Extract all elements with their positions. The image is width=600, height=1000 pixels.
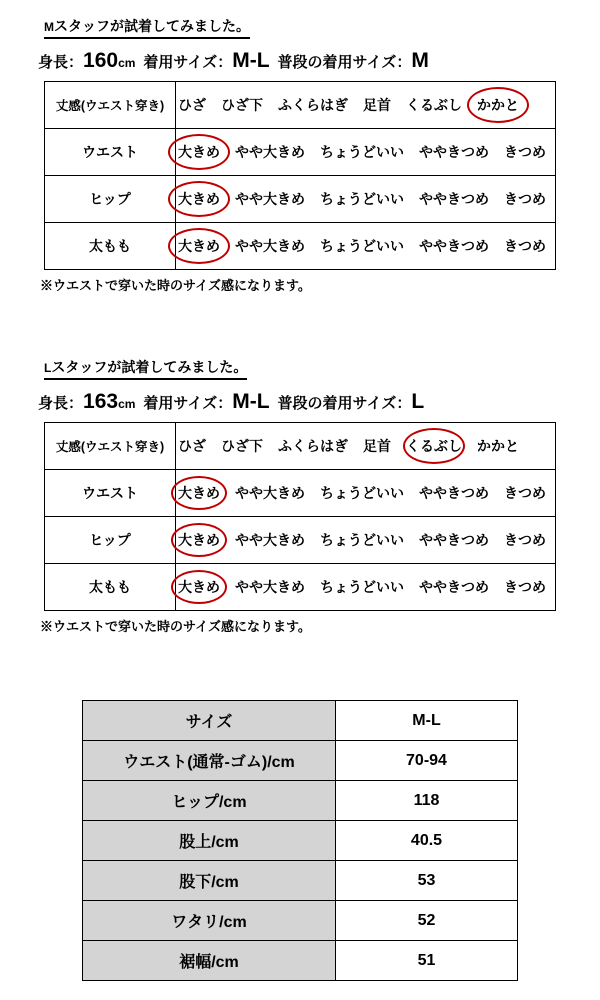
option-loose[interactable]: 大きめ bbox=[176, 234, 222, 258]
table-row bbox=[45, 129, 556, 176]
waist-options bbox=[176, 140, 555, 164]
waist-options-cell bbox=[176, 129, 556, 176]
usual-size-value: M bbox=[411, 49, 429, 72]
staff-heading bbox=[44, 357, 247, 380]
worn-size-label: 着用サイズ： bbox=[143, 54, 233, 71]
usual-size-label: 普段の着用サイズ： bbox=[277, 395, 412, 412]
usual-size-label: 普段の着用サイズ： bbox=[277, 54, 412, 71]
option-loose[interactable]: 大きめ bbox=[176, 187, 222, 211]
option-slightly-loose[interactable]: やや大きめ bbox=[235, 144, 305, 160]
row-label-hem: 裾幅/cm bbox=[83, 941, 336, 981]
option-slightly-tight[interactable]: ややきつめ bbox=[419, 485, 489, 501]
option-slightly-loose[interactable]: やや大きめ bbox=[235, 238, 305, 254]
height-unit: cm bbox=[118, 56, 136, 70]
option-slightly-tight[interactable]: ややきつめ bbox=[419, 144, 489, 160]
height-unit: cm bbox=[118, 397, 136, 411]
staff-heading-text: スタッフが試着してみました。 bbox=[51, 359, 248, 375]
row-label-hip: ヒップ bbox=[45, 176, 176, 223]
thigh-options bbox=[176, 575, 555, 599]
row-label-inseam: 股下/cm bbox=[83, 861, 336, 901]
table-row bbox=[45, 176, 556, 223]
fit-table-m bbox=[44, 81, 556, 270]
table-row bbox=[45, 470, 556, 517]
option-tight[interactable]: きつめ bbox=[504, 144, 546, 160]
hip-options-cell bbox=[176, 517, 556, 564]
option-loose[interactable]: 大きめ bbox=[176, 481, 222, 505]
staff-meta bbox=[38, 390, 600, 414]
thigh-options-cell bbox=[176, 223, 556, 270]
length-options bbox=[176, 93, 555, 117]
option-loose[interactable]: 大きめ bbox=[176, 528, 222, 552]
table-row bbox=[83, 821, 518, 861]
option-calf[interactable]: ふくらはぎ bbox=[278, 438, 348, 454]
fit-note: ※ウエストで穿いた時のサイズ感になります。 bbox=[40, 278, 311, 293]
staff-fit-section-l bbox=[0, 357, 600, 635]
table-row bbox=[45, 223, 556, 270]
header-size-value: M-L bbox=[336, 701, 518, 741]
hip-options-cell bbox=[176, 176, 556, 223]
option-slightly-tight[interactable]: ややきつめ bbox=[419, 238, 489, 254]
table-row bbox=[83, 941, 518, 981]
row-label-hip: ヒップ bbox=[45, 517, 176, 564]
option-below-knee[interactable]: ひざ下 bbox=[221, 438, 263, 454]
table-row bbox=[45, 82, 556, 129]
option-below-knee[interactable]: ひざ下 bbox=[221, 97, 263, 113]
option-loose[interactable]: 大きめ bbox=[176, 140, 222, 164]
staff-heading bbox=[44, 16, 250, 39]
option-just-right[interactable]: ちょうどいい bbox=[320, 191, 404, 207]
table-row bbox=[83, 861, 518, 901]
fit-note: ※ウエストで穿いた時のサイズ感になります。 bbox=[40, 619, 311, 634]
length-options-cell bbox=[176, 423, 556, 470]
table-row bbox=[83, 901, 518, 941]
option-slightly-loose[interactable]: やや大きめ bbox=[235, 191, 305, 207]
staff-meta bbox=[38, 49, 600, 73]
staff-heading-wrap bbox=[0, 357, 600, 386]
option-slightly-tight[interactable]: ややきつめ bbox=[419, 579, 489, 595]
staff-heading-prefix: M bbox=[44, 20, 54, 34]
header-size-label: サイズ bbox=[83, 701, 336, 741]
worn-size-value: M-L bbox=[232, 49, 270, 72]
hip-options bbox=[176, 528, 555, 552]
option-slightly-loose[interactable]: やや大きめ bbox=[235, 532, 305, 548]
length-options-cell bbox=[176, 82, 556, 129]
length-row-label: 丈感(ウエスト穿き) bbox=[45, 82, 176, 129]
option-tight[interactable]: きつめ bbox=[504, 579, 546, 595]
option-ankle[interactable]: 足首 bbox=[363, 438, 391, 454]
option-tight[interactable]: きつめ bbox=[504, 485, 546, 501]
waist-options-cell bbox=[176, 470, 556, 517]
height-label: 身長： bbox=[38, 395, 84, 412]
length-row-label: 丈感(ウエスト穿き) bbox=[45, 423, 176, 470]
row-label-thigh: ワタリ/cm bbox=[83, 901, 336, 941]
table-row bbox=[83, 741, 518, 781]
row-label-hip: ヒップ/cm bbox=[83, 781, 336, 821]
row-value-waist: 70-94 bbox=[336, 741, 518, 781]
option-slightly-tight[interactable]: ややきつめ bbox=[419, 191, 489, 207]
worn-size-label: 着用サイズ： bbox=[143, 395, 233, 412]
option-anklebone[interactable]: くるぶし bbox=[406, 97, 462, 113]
height-label: 身長： bbox=[38, 54, 84, 71]
staff-fit-section-m bbox=[0, 16, 600, 294]
hip-options bbox=[176, 187, 555, 211]
length-options bbox=[176, 434, 555, 458]
waist-options bbox=[176, 481, 555, 505]
option-tight[interactable]: きつめ bbox=[504, 532, 546, 548]
option-heel[interactable]: かかと bbox=[477, 438, 519, 454]
row-value-inseam: 53 bbox=[336, 861, 518, 901]
table-row bbox=[83, 781, 518, 821]
option-tight[interactable]: きつめ bbox=[504, 238, 546, 254]
option-loose[interactable]: 大きめ bbox=[176, 575, 222, 599]
table-row bbox=[45, 423, 556, 470]
table-header-row bbox=[83, 701, 518, 741]
measurement-table bbox=[82, 700, 518, 981]
row-label-waist: ウエスト bbox=[45, 129, 176, 176]
row-value-rise: 40.5 bbox=[336, 821, 518, 861]
height-value: 163 bbox=[83, 390, 119, 413]
option-heel[interactable]: かかと bbox=[475, 93, 521, 117]
worn-size-value: M-L bbox=[232, 390, 270, 413]
option-just-right[interactable]: ちょうどいい bbox=[320, 144, 404, 160]
row-label-waist: ウエスト(通常-ゴム)/cm bbox=[83, 741, 336, 781]
row-value-thigh: 52 bbox=[336, 901, 518, 941]
row-label-thigh: 太もも bbox=[45, 564, 176, 611]
fit-table-l bbox=[44, 422, 556, 611]
table-row bbox=[45, 564, 556, 611]
option-slightly-loose[interactable]: やや大きめ bbox=[235, 579, 305, 595]
option-just-right[interactable]: ちょうどいい bbox=[320, 238, 404, 254]
staff-heading-prefix: L bbox=[44, 361, 52, 375]
row-value-hem: 51 bbox=[336, 941, 518, 981]
row-label-rise: 股上/cm bbox=[83, 821, 336, 861]
staff-heading-wrap bbox=[0, 16, 600, 45]
row-label-thigh: 太もも bbox=[45, 223, 176, 270]
thigh-options bbox=[176, 234, 555, 258]
option-knee[interactable]: ひざ bbox=[178, 438, 206, 454]
option-just-right[interactable]: ちょうどいい bbox=[320, 579, 404, 595]
thigh-options-cell bbox=[176, 564, 556, 611]
row-value-hip: 118 bbox=[336, 781, 518, 821]
option-anklebone[interactable]: くるぶし bbox=[404, 434, 464, 458]
usual-size-value: L bbox=[411, 390, 425, 413]
height-value: 160 bbox=[83, 49, 119, 72]
option-knee[interactable]: ひざ bbox=[178, 97, 206, 113]
option-calf[interactable]: ふくらはぎ bbox=[278, 97, 348, 113]
table-row bbox=[45, 517, 556, 564]
option-tight[interactable]: きつめ bbox=[504, 191, 546, 207]
option-slightly-tight[interactable]: ややきつめ bbox=[419, 532, 489, 548]
option-ankle[interactable]: 足首 bbox=[363, 97, 391, 113]
staff-heading-text: スタッフが試着してみました。 bbox=[54, 18, 250, 34]
row-label-waist: ウエスト bbox=[45, 470, 176, 517]
option-slightly-loose[interactable]: やや大きめ bbox=[235, 485, 305, 501]
measurement-section bbox=[0, 700, 600, 981]
option-just-right[interactable]: ちょうどいい bbox=[320, 532, 404, 548]
option-just-right[interactable]: ちょうどいい bbox=[320, 485, 404, 501]
